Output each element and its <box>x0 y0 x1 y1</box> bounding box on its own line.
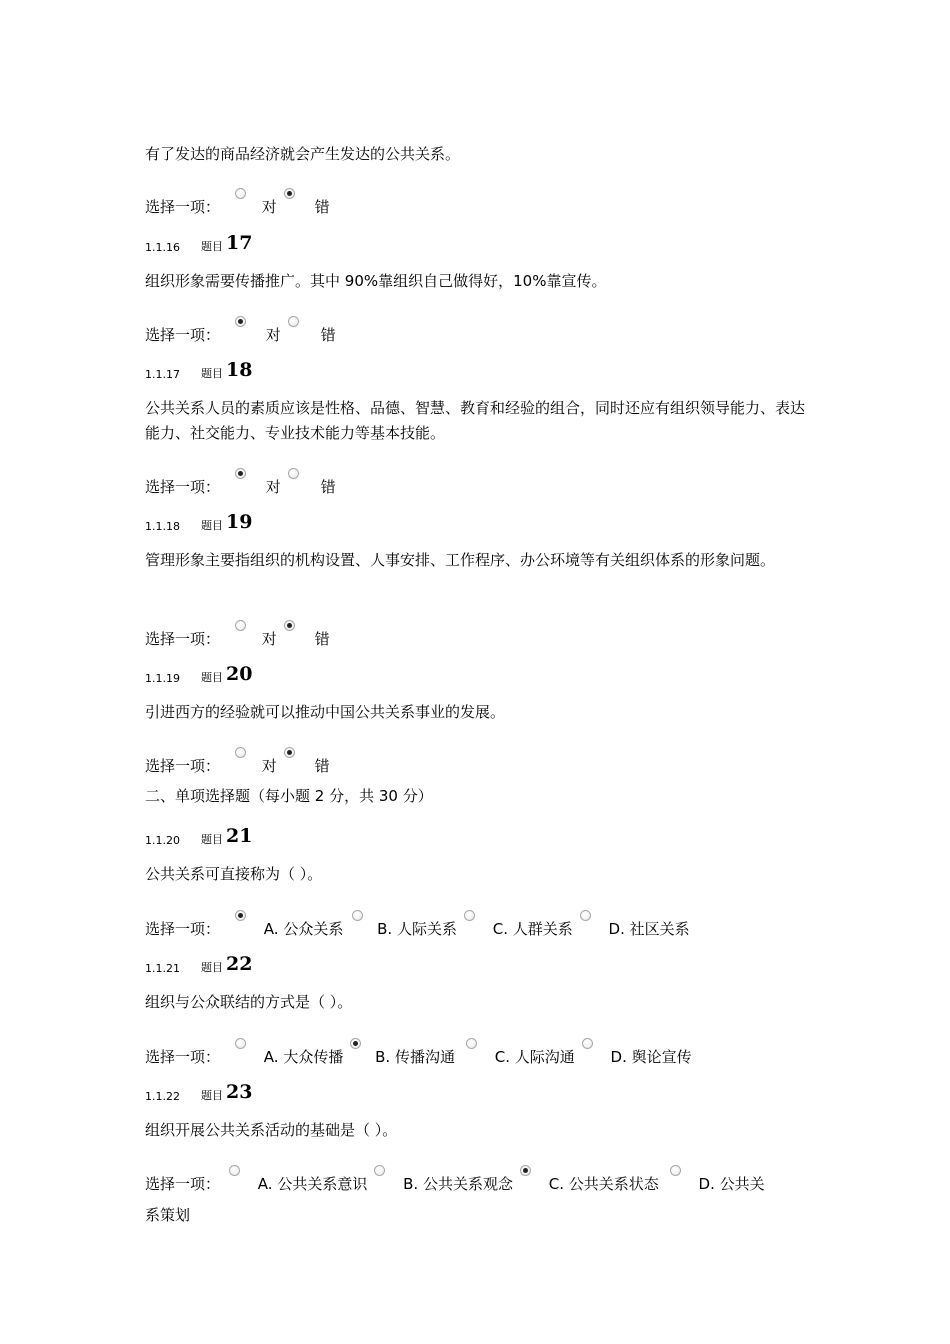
radio-icon[interactable] <box>374 1165 385 1176</box>
option-true[interactable]: 对 <box>235 468 281 497</box>
option-a[interactable]: A. 公众关系 <box>235 910 344 939</box>
option-c[interactable]: C. 人际沟通 <box>466 1038 575 1067</box>
radio-checked-icon[interactable] <box>235 910 246 921</box>
question-text: 有了发达的商品经济就会产生发达的公共关系。 <box>145 145 461 163</box>
radio-checked-icon[interactable] <box>235 468 246 479</box>
option-c[interactable]: C. 人群关系 <box>464 910 573 939</box>
radio-checked-icon[interactable] <box>284 188 295 199</box>
answer-row <box>145 468 336 498</box>
question-header <box>145 1081 252 1109</box>
answer-row <box>145 188 330 218</box>
radio-icon[interactable] <box>235 188 246 199</box>
radio-icon[interactable] <box>466 1038 477 1049</box>
radio-icon[interactable] <box>464 910 475 921</box>
radio-icon[interactable] <box>352 910 363 921</box>
radio-icon[interactable] <box>580 910 591 921</box>
answer-row <box>145 620 330 650</box>
radio-checked-icon[interactable] <box>284 747 295 758</box>
answer-row <box>145 910 690 940</box>
option-false[interactable]: 错 <box>284 188 330 217</box>
option-c[interactable]: C. 公共关系状态 <box>520 1165 659 1194</box>
section-title: 二、单项选择题（每小题 2 分，共 30 分） <box>145 787 433 805</box>
radio-checked-icon[interactable] <box>350 1038 361 1049</box>
question-text: 管理形象主要指组织的机构设置、人事安排、工作程序、办公环境等有关组织体系的形象问题。 <box>145 551 776 569</box>
answer-row <box>145 1165 765 1195</box>
question-label: 题目 <box>201 961 223 974</box>
option-d[interactable]: D. 社区关系 <box>580 910 690 939</box>
question-text: 组织形象需要传播推广。其中 90%靠组织自己做得好，10%靠宣传。 <box>145 272 607 290</box>
question-index: 18 <box>226 359 253 381</box>
question-number: 1.1.20 <box>145 834 180 847</box>
question-header <box>145 511 252 539</box>
option-false[interactable]: 错 <box>284 747 330 776</box>
option-true[interactable]: 对 <box>235 316 281 345</box>
option-b[interactable]: B. 人际关系 <box>352 910 457 939</box>
question-number: 1.1.19 <box>145 672 180 685</box>
option-false[interactable]: 错 <box>284 620 330 649</box>
option-b[interactable]: B. 传播沟通 <box>350 1038 455 1067</box>
prompt-label: 选择一项： <box>145 326 221 344</box>
question-number: 1.1.17 <box>145 368 180 381</box>
option-d-continuation: 系策划 <box>145 1206 191 1224</box>
radio-icon[interactable] <box>288 468 299 479</box>
radio-checked-icon[interactable] <box>520 1165 531 1176</box>
option-false[interactable]: 错 <box>288 316 336 345</box>
question-header <box>145 232 252 260</box>
question-index: 17 <box>226 232 253 254</box>
question-index: 23 <box>226 1081 253 1103</box>
question-text: 公共关系人员的素质应该是性格、品德、智慧、教育和经验的组合，同时还应有组织领导能力、表达能力、社交能力、专业技术能力等基本技能。 <box>145 399 806 442</box>
question-header <box>145 953 252 981</box>
question-label: 题目 <box>201 833 223 846</box>
question-text: 组织开展公共关系活动的基础是（ ）。 <box>145 1121 398 1139</box>
question-label: 题目 <box>201 519 223 532</box>
option-true[interactable]: 对 <box>235 620 277 649</box>
prompt-label: 选择一项： <box>145 1175 221 1193</box>
prompt-label: 选择一项： <box>145 757 221 775</box>
radio-icon[interactable] <box>235 747 246 758</box>
radio-checked-icon[interactable] <box>235 316 246 327</box>
radio-icon[interactable] <box>582 1038 593 1049</box>
question-label: 题目 <box>201 671 223 684</box>
option-a[interactable]: A. 公共关系意识 <box>229 1165 368 1194</box>
question-number: 1.1.18 <box>145 520 180 533</box>
radio-checked-icon[interactable] <box>284 620 295 631</box>
question-text: 组织与公众联结的方式是（ ）。 <box>145 993 353 1011</box>
prompt-label: 选择一项： <box>145 478 221 496</box>
option-a[interactable]: A. 大众传播 <box>235 1038 344 1067</box>
question-number: 1.1.21 <box>145 962 180 975</box>
prompt-label: 选择一项： <box>145 1048 221 1066</box>
answer-row <box>145 316 336 346</box>
question-label: 题目 <box>201 240 223 253</box>
option-true[interactable]: 对 <box>235 188 277 217</box>
question-index: 20 <box>226 663 253 685</box>
question-text: 引进西方的经验就可以推动中国公共关系事业的发展。 <box>145 703 506 721</box>
radio-icon[interactable] <box>670 1165 681 1176</box>
question-number: 1.1.16 <box>145 241 180 254</box>
question-label: 题目 <box>201 1089 223 1102</box>
prompt-label: 选择一项： <box>145 920 221 938</box>
radio-icon[interactable] <box>288 316 299 327</box>
answer-row <box>145 1038 692 1068</box>
radio-icon[interactable] <box>229 1165 240 1176</box>
radio-icon[interactable] <box>235 620 246 631</box>
answer-row <box>145 747 330 777</box>
question-header <box>145 825 252 853</box>
prompt-label: 选择一项： <box>145 630 221 648</box>
question-index: 19 <box>226 511 253 533</box>
option-d[interactable]: D. 舆论宣传 <box>582 1038 692 1067</box>
question-text: 公共关系可直接称为（ ）。 <box>145 865 323 883</box>
option-b[interactable]: B. 公共关系观念 <box>374 1165 513 1194</box>
radio-icon[interactable] <box>235 1038 246 1049</box>
option-true[interactable]: 对 <box>235 747 277 776</box>
question-index: 22 <box>226 953 253 975</box>
question-label: 题目 <box>201 367 223 380</box>
question-header <box>145 359 252 387</box>
prompt-label: 选择一项： <box>145 198 221 216</box>
question-index: 21 <box>226 825 253 847</box>
option-false[interactable]: 错 <box>288 468 336 497</box>
option-d[interactable]: D. 公共关 <box>670 1165 765 1194</box>
question-header <box>145 663 252 691</box>
question-number: 1.1.22 <box>145 1090 180 1103</box>
